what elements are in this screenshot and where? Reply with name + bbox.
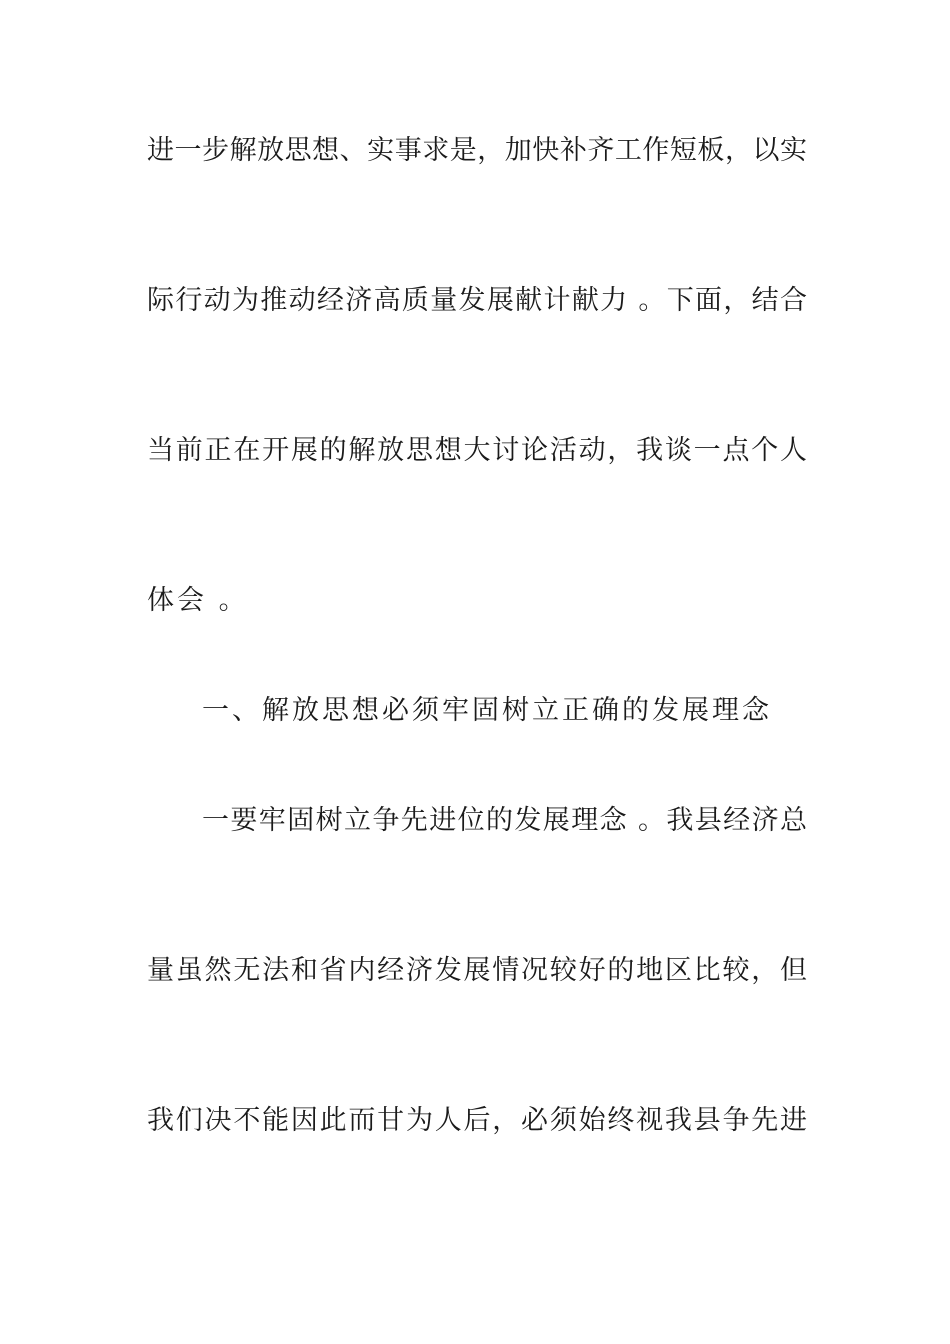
paragraph-line: 进一步解放思想、实事求是，加快补齐工作短板，以实 [147, 135, 807, 166]
paragraph-line: 我们决不能因此而甘为人后，必须始终视我县争先进 [147, 1105, 807, 1136]
paragraph-line: 际行动为推动经济高质量发展献计献力 。下面，结合 [147, 285, 807, 316]
section-heading: 一、解放思想必须牢固树立正确的发展理念 [202, 695, 772, 726]
paragraph-line: 一要牢固树立争先进位的发展理念 。我县经济总 [202, 805, 807, 836]
paragraph-line: 量虽然无法和省内经济发展情况较好的地区比较，但 [147, 955, 807, 986]
paragraph-line: 体会 。 [147, 585, 249, 616]
paragraph-line: 当前正在开展的解放思想大讨论活动，我谈一点个人 [147, 435, 807, 466]
